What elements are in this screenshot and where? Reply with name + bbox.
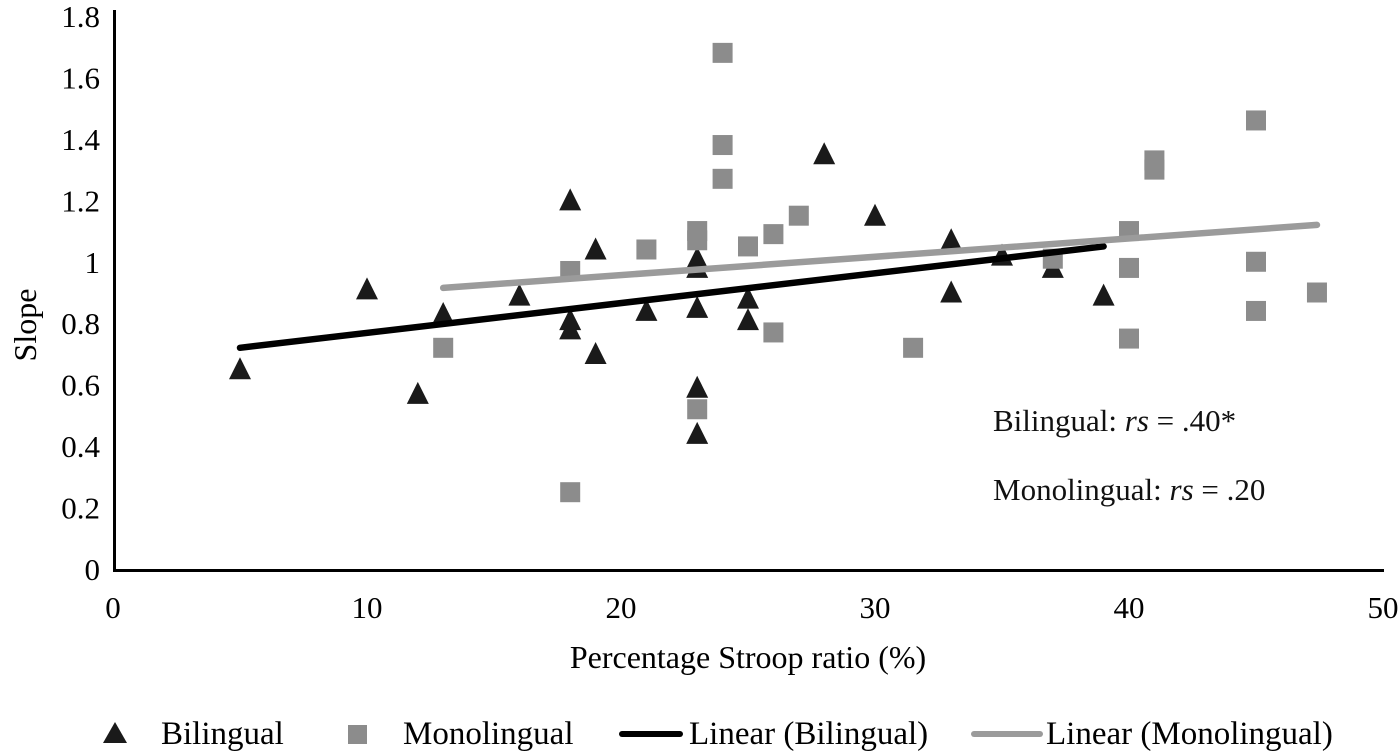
monolingual-data-point (1144, 160, 1164, 180)
monolingual-data-point (1119, 258, 1139, 278)
monolingual-data-point (789, 206, 809, 226)
annotation-value: = .20 (1193, 472, 1266, 507)
legend-item-linear-monolingual (971, 712, 1333, 756)
y-tick-label: 1.2 (61, 183, 100, 219)
monolingual-data-point (687, 230, 707, 250)
y-tick-label: 0 (84, 552, 100, 587)
bilingual-data-point (864, 204, 886, 226)
annotation-prefix: Bilingual: (993, 403, 1125, 438)
x-tick-label: 30 (859, 590, 891, 625)
bilingual-data-point (356, 277, 378, 299)
monolingual-data-point (1246, 110, 1266, 130)
black-line-marker-icon (619, 731, 683, 737)
bilingual-data-point (559, 188, 581, 210)
gray-line-marker-icon (971, 731, 1043, 737)
bilingual-data-point (585, 342, 607, 364)
annotation-value: = .40* (1148, 403, 1237, 438)
bilingual-data-point (229, 357, 251, 379)
bilingual-data-point (1093, 284, 1115, 306)
legend-label: Linear (Monolingual) (1046, 715, 1333, 752)
bilingual-data-point (737, 308, 759, 330)
monolingual-data-point (903, 338, 923, 358)
monolingual-data-point (433, 338, 453, 358)
legend-label: Monolingual (403, 715, 574, 752)
bilingual-data-point (585, 237, 607, 259)
x-tick-label: 0 (105, 590, 121, 625)
annotation-stat-symbol: rs (1169, 472, 1194, 507)
monolingual-data-point (738, 236, 758, 256)
x-tick-label: 50 (1367, 590, 1399, 625)
bilingual-correlation-annotation (993, 404, 1236, 438)
x-tick-label: 40 (1113, 590, 1145, 625)
bilingual-data-point (686, 422, 708, 444)
y-tick-label: 0.8 (61, 306, 100, 342)
y-tick-label: 1.4 (61, 121, 100, 157)
triangle-marker-icon (103, 722, 127, 743)
bilingual-data-point (686, 376, 708, 398)
monolingual-data-point (636, 239, 656, 259)
bilingual-data-point (508, 284, 530, 306)
bilingual-data-point (813, 142, 835, 164)
x-tick-label: 10 (351, 590, 383, 625)
monolingual-data-point (1307, 283, 1327, 303)
bilingual-data-point (407, 382, 429, 404)
y-tick-label: 0.4 (61, 429, 100, 465)
bilingual-data-point (940, 228, 962, 250)
bilingual-data-point (940, 281, 962, 303)
monolingual-data-point (560, 482, 580, 502)
legend-item-bilingual (103, 712, 284, 756)
y-tick-label: 0.6 (61, 367, 100, 403)
x-axis-title: Percentage Stroop ratio (%) (569, 639, 927, 675)
square-marker-icon (348, 725, 367, 744)
monolingual-data-point (1119, 329, 1139, 349)
monolingual-data-point (763, 224, 783, 244)
monolingual-data-point (1246, 252, 1266, 272)
y-tick-label: 0.2 (61, 490, 100, 526)
monolingual-data-point (763, 322, 783, 342)
linear-monolingual-trendline (443, 225, 1317, 288)
x-tick-label: 20 (605, 590, 637, 625)
monolingual-correlation-annotation (993, 473, 1265, 507)
y-axis-title: Slope (7, 288, 43, 362)
monolingual-data-point (713, 135, 733, 155)
monolingual-data-point (713, 43, 733, 63)
monolingual-data-point (687, 399, 707, 419)
y-tick-label: 1 (84, 244, 100, 280)
legend-item-monolingual (348, 712, 574, 756)
y-tick-label: 1.6 (61, 60, 100, 96)
annotation-stat-symbol: rs (1124, 403, 1149, 438)
monolingual-data-point (713, 169, 733, 189)
legend-label: Linear (Bilingual) (689, 715, 929, 752)
y-tick-label: 1.8 (61, 0, 100, 34)
annotation-prefix: Monolingual: (993, 472, 1170, 507)
legend-label: Bilingual (161, 715, 284, 752)
monolingual-data-point (1246, 301, 1266, 321)
legend-item-linear-bilingual (619, 712, 928, 756)
bilingual-data-point (686, 296, 708, 318)
